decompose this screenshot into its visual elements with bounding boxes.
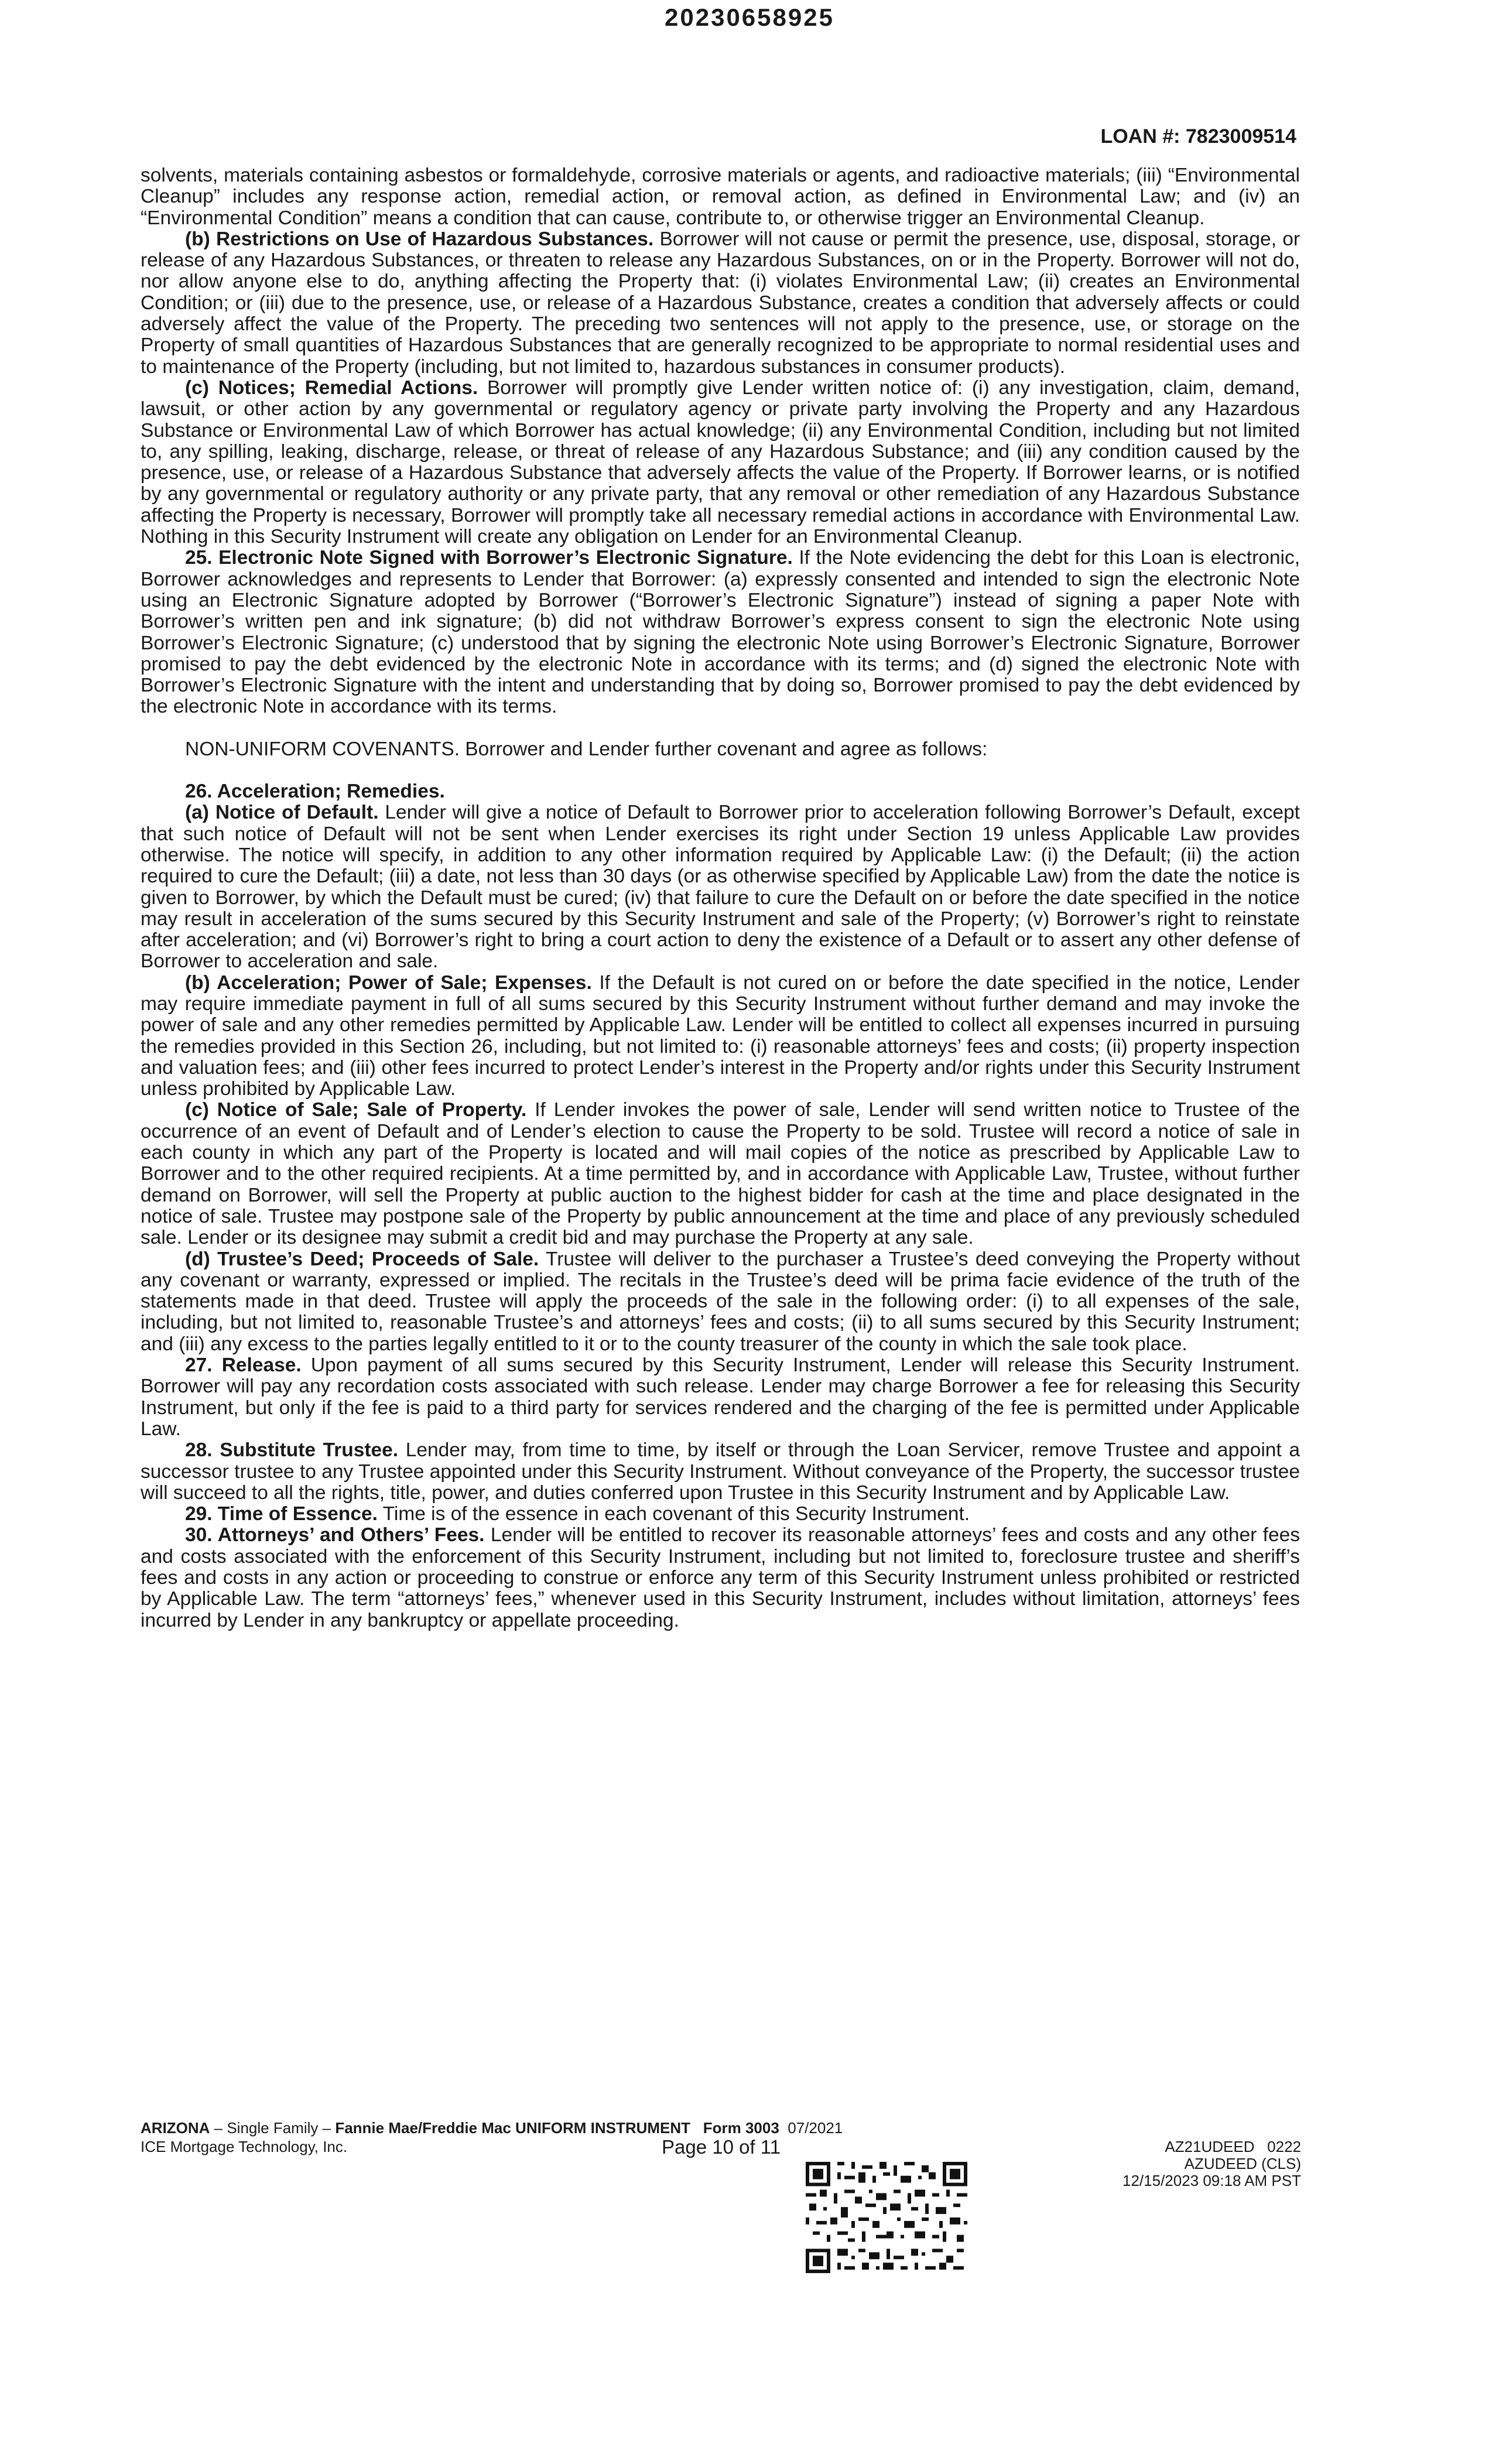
loan-number: LOAN #: 7823009514 [1100, 125, 1296, 148]
section-text: If Lender invokes the power of sale, Lender will send written notice to Trustee of the occurrence of an event of Default and of Lender’s election to cause the Property to be sold. Trustee will record a notice of sale in each county in which any part of the Property is located and will mail copies of the notice as prescribed by Applicable Law to Borrower and to the other required recipients. At a time permitted by, and in accordance with Applicable Law, Trustee, without further demand on Borrower, will sell the Property at public auction to the highest bidder for cash at the time and place designated in the notice of sale. Trustee may postpone sale of the Property by public announcement at the time and place of any previously scheduled sale. Lender or its designee may submit a credit bid and may purchase the Property at any sale. [141, 1099, 1300, 1249]
section-heading: 25. Electronic Note Signed with Borrower’s Electronic Signature. [185, 547, 793, 569]
paragraph-27 [141, 1355, 1300, 1440]
document-body [141, 165, 1300, 1631]
paragraph-28 [141, 1440, 1300, 1504]
paragraph-30 [141, 1525, 1300, 1631]
footer-company: ICE Mortgage Technology, Inc. [141, 2138, 348, 2155]
paragraph-26a [141, 802, 1300, 972]
paragraph-26-heading [141, 781, 1300, 802]
section-heading: (a) Notice of Default. [185, 802, 379, 824]
footer-timestamp: 12/15/2023 09:18 AM PST [1122, 2172, 1301, 2189]
section-heading: 28. Substitute Trustee. [185, 1439, 399, 1462]
section-text: Time is of the essence in each covenant of this Security Instrument. [377, 1503, 970, 1525]
section-heading: 29. Time of Essence. [185, 1503, 378, 1525]
section-text: Borrower will promptly give Lender written notice of: (i) any investigation, claim, demand, lawsuit, or other action by any governmental or regulatory agency or private party involving the Property and any Hazardous Substance or Environmental Law of which Borrower has actual knowledge; (ii) any Environmental Condition, including but not limited to, any spilling, leaking, discharge, release, or threat of release of any Hazardous Substance; and (iii) any condition caused by the presence, use, or release of a Hazardous Substance that adversely affects the value of the Property. If Borrower learns, or is notified by any governmental or regulatory authority or any private party, that any removal or other remediation of any Hazardous Substance affecting the Property is necessary, Borrower will promptly take all necessary remedial actions in accordance with Environmental Law. Nothing in this Security Instrument will create any obligation on Lender for an Environmental Cleanup. [141, 377, 1300, 548]
paragraph-26c [141, 1100, 1300, 1248]
section-heading: (b) Acceleration; Power of Sale; Expenses. [185, 971, 592, 994]
section-text: Upon payment of all sums secured by this Security Instrument, Lender will release this Security Instrument. Borrower will pay any recordation costs associated with such release. Lender may charge Borrower a fee for releasing this Security Instrument, but only if the fee is paid to a third party for services rendered and the charging of the fee is permitted under Applicable Law. [141, 1354, 1300, 1440]
section-heading: (c) Notice of Sale; Sale of Property. [185, 1099, 527, 1121]
footer-code-1: AZ21UDEED 0222 [1165, 2138, 1301, 2155]
section-text: Borrower will not cause or permit the presence, use, disposal, storage, or release of any Hazardous Substances, or threaten to release any Hazardous Substances, on or in the Property. Borrower will not do, nor allow anyone else to do, anything affecting the Property that: (i) violates Environmental Law; (ii) creates an Environmental Condition; or (iii) due to the presence, use, or release of a Hazardous Substance, creates a condition that adversely affects or could adversely affect the value of the Property. The preceding two sentences will not apply to the presence, use, or storage on the Property of small quantities of Hazardous Substances that are generally recognized to be appropriate to normal residential uses and to maintenance of the Property (including, but not limited to, hazardous substances in consumer products). [141, 228, 1300, 378]
paragraph-29 [141, 1504, 1300, 1525]
barcode-icon [806, 2162, 967, 2273]
page-number: Page 10 of 11 [662, 2136, 781, 2158]
footer-form-desc: – Single Family – [210, 2119, 336, 2137]
section-text: Trustee will deliver to the purchaser a Trustee’s deed conveying the Property without any covenant or warranty, expressed or implied. The recitals in the Trustee’s deed will be prima facie evidence of the truth of the statements made in that deed. Trustee will apply the proceeds of the sale in the following order: (i) to all expenses of the sale, including, but not limited to, reasonable Trustee’s and attorneys’ fees and costs; (ii) to all sums secured by this Security Instrument; and (iii) any excess to the parties legally entitled to it or to the county treasurer of the county in which the sale took place. [141, 1248, 1300, 1355]
section-text: Lender will give a notice of Default to Borrower prior to acceleration following Borrower’s Default, except that such notice of Default will not be sent when Lender exercises its right under Section 19 unless Applicable Law provides otherwise. The notice will specify, in addition to any other information required by Applicable Law: (i) the Default; (ii) the action required to cure the Default; (iii) a date, not less than 30 days (or as otherwise specified by Applicable Law) from the date the notice is given to Borrower, by which the Default must be cured; (iv) that failure to cure the Default on or before the date specified in the notice may result in acceleration of the sums secured by this Security Instrument and sale of the Property; (v) Borrower’s right to reinstate after acceleration; and (vi) Borrower’s right to bring a court action to deny the existence of a Default or to assert any other defense of Borrower to acceleration and sale. [141, 802, 1300, 973]
section-text: If the Note evidencing the debt for this Loan is electronic, Borrower acknowledges and represents to Lender that Borrower: (a) expressly consented and intended to sign the electronic Note using an Electronic Signature adopted by Borrower (“Borrower’s Electronic Signature”) instead of signing a paper Note with Borrower’s written pen and ink signature; (b) did not withdraw Borrower’s express consent to sign the electronic Note using Borrower’s Electronic Signature; (c) understood that by signing the electronic Note using Borrower’s Electronic Signature, Borrower promised to pay the debt evidenced by the electronic Note in accordance with its terms; and (d) signed the electronic Note with Borrower’s Electronic Signature with the intent and understanding that by doing so, Borrower promised to pay the debt evidenced by the electronic Note in accordance with its terms. [141, 547, 1300, 718]
footer-codes [1122, 2138, 1301, 2189]
footer-code-2: AZUDEED (CLS) [1184, 2155, 1301, 2172]
paragraph-26d [141, 1249, 1300, 1355]
section-heading: (c) Notices; Remedial Actions. [185, 377, 478, 399]
paragraph-24a-continued: solvents, materials containing asbestos or formaldehyde, corrosive materials or agents, and radioactive materials; (iii) “Environmental Cleanup” includes any response action, remedial action, or removal action, as defined in Environmental Law; and (iv) an “Environmental Condition” means a condition that can cause, contribute to, or otherwise trigger an Environmental Cleanup. [141, 165, 1300, 229]
paragraph-25 [141, 547, 1300, 717]
footer-form-title: Fannie Mae/Freddie Mac UNIFORM INSTRUMENT [335, 2119, 691, 2137]
footer-form-date: 07/2021 [788, 2119, 843, 2137]
section-text: Lender may, from time to time, by itself or through the Loan Servicer, remove Trustee and appoint a successor trustee to any Trustee appointed under this Security Instrument. Without conveyance of the Property, the successor trustee will succeed to all the rights, title, power, and duties conferred upon Trustee in this Security Instrument and by Applicable Law. [141, 1439, 1300, 1504]
footer-state: ARIZONA [141, 2119, 210, 2137]
section-heading: 27. Release. [185, 1354, 302, 1377]
paragraph-24c [141, 378, 1300, 547]
section-text: Lender will be entitled to recover its reasonable attorneys’ fees and costs and any other fees and costs associated with the enforcement of this Security Instrument, including but not limited to, foreclosure trustee and sheriff’s fees and costs in any action or proceeding to construe or enforce any term of this Security Instrument unless prohibited or restricted by Applicable Law. The term “attorneys’ fees,” whenever used in this Security Instrument, includes without limitation, attorneys’ fees incurred by Lender in any bankruptcy or appellate proceeding. [141, 1524, 1300, 1631]
paragraph-24b [141, 229, 1300, 378]
section-heading: (d) Trustee’s Deed; Proceeds of Sale. [185, 1248, 539, 1270]
section-heading: 26. Acceleration; Remedies. [185, 781, 445, 803]
paragraph-26b [141, 973, 1300, 1100]
section-text: If the Default is not cured on or before the date specified in the notice, Lender may require immediate payment in full of all sums secured by this Security Instrument without further demand and may invoke the power of sale and any other remedies permitted by Applicable Law. Lender will be entitled to collect all expenses incurred in pursuing the remedies provided in this Section 26, including, but not limited to: (i) reasonable attorneys’ fees and costs; (ii) property inspection and valuation fees; and (iii) other fees incurred to protect Lender’s interest in the Property and/or rights under this Security Instrument unless prohibited by Applicable Law. [141, 971, 1300, 1100]
non-uniform-covenants: NON-UNIFORM COVENANTS. Borrower and Lender further covenant and agree as follows: [185, 738, 988, 760]
section-heading: 30. Attorneys’ and Others’ Fees. [185, 1524, 485, 1546]
footer-form-number: Form 3003 [703, 2119, 779, 2137]
section-heading: (b) Restrictions on Use of Hazardous Substances. [185, 228, 654, 250]
recording-number: 20230658925 [665, 4, 834, 31]
